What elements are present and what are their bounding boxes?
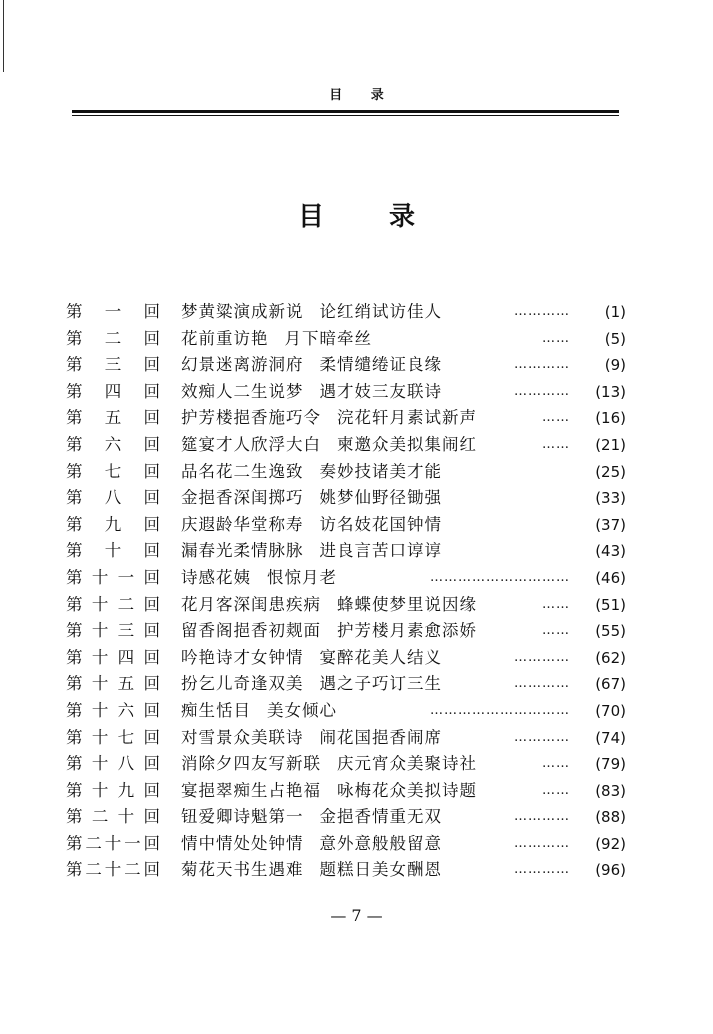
chapter-number-char: 五: [117, 674, 135, 694]
header-rule-thick: [72, 110, 619, 113]
dot-leader: ……: [542, 756, 570, 772]
chapter-number: [66, 831, 160, 858]
chapter-number-char: 第: [66, 488, 83, 508]
chapter-number-char: 回: [143, 328, 160, 348]
chapter-page-ref: (16): [595, 409, 626, 428]
chapter-number-char: 七: [117, 727, 135, 747]
chapter-number-char: 回: [143, 514, 160, 534]
chapter-title-first-line: 筵宴才人欣浮大白: [181, 434, 321, 454]
chapter-number-char: 一: [124, 833, 141, 853]
chapter-page-ref: (70): [595, 701, 626, 720]
chapter-number-char: 十: [91, 674, 109, 694]
toc-entry: [66, 352, 626, 379]
chapter-title-second-line: 护芳楼月素愈添娇: [337, 621, 477, 641]
page-title-char: 目: [297, 202, 324, 232]
chapter-number-char: 十: [91, 621, 109, 641]
toc-entry: [66, 592, 626, 619]
toc-entry: [66, 698, 626, 725]
dot-leader: ……: [542, 330, 570, 346]
chapter-number-char: 第: [66, 567, 83, 587]
chapter-number-char: 第: [66, 514, 83, 534]
chapter-title: [181, 512, 561, 539]
chapter-number-char: 第: [66, 434, 83, 454]
dot-leader: …………: [514, 676, 570, 692]
chapter-title-second-line: 遇之子巧订三生: [319, 674, 442, 694]
chapter-number-char: 回: [143, 700, 160, 720]
chapter-page-ref: (21): [595, 435, 626, 454]
dot-leader: ……: [542, 410, 570, 426]
chapter-title-first-line: 钮爱卿诗魁第一: [181, 807, 304, 827]
chapter-number-char: 回: [143, 461, 160, 481]
running-header-char: 目: [329, 88, 343, 103]
chapter-number-char: 第: [66, 621, 83, 641]
header-rule-thin: [72, 115, 619, 116]
chapter-title-first-line: 宴挹翠痴生占艳福: [181, 780, 321, 800]
chapter-title-first-line: 效痴人二生说梦: [181, 381, 304, 401]
chapter-page-ref: (74): [595, 728, 626, 747]
chapter-number-char: 十: [91, 727, 109, 747]
chapter-number-char: 回: [143, 434, 160, 454]
chapter-number-char: 十: [104, 833, 122, 853]
toc-entry: [66, 831, 626, 858]
chapter-title-second-line: 论红绡试访佳人: [319, 302, 442, 321]
chapter-number-char: 第: [66, 541, 83, 561]
chapter-page-ref: (43): [595, 542, 626, 561]
chapter-number: [66, 565, 160, 592]
chapter-number-char: 十: [91, 594, 109, 614]
chapter-title-first-line: 花月客深闺患疾病: [181, 594, 321, 614]
chapter-number-char: 二: [104, 328, 122, 348]
chapter-page-ref: (83): [595, 781, 626, 800]
chapter-number: [66, 299, 160, 326]
running-header-char: 录: [370, 88, 384, 103]
chapter-number-char: 回: [143, 647, 160, 667]
chapter-number-char: 三: [104, 355, 122, 375]
chapter-number: [66, 778, 160, 805]
chapter-title: [181, 485, 561, 512]
chapter-number-char: 第: [66, 700, 83, 720]
dot-leader: ……: [542, 436, 570, 452]
dot-leader: …………………………: [430, 569, 570, 585]
dot-leader: …………: [514, 809, 570, 825]
toc-entry: [66, 618, 626, 645]
chapter-number-char: 五: [104, 408, 122, 428]
chapter-number-char: 第: [66, 807, 83, 827]
chapter-number-char: 第: [66, 461, 83, 481]
chapter-title-first-line: 痴生恬目: [181, 700, 251, 720]
chapter-title-first-line: 吟艳诗才女钟情: [181, 647, 304, 667]
chapter-number: [66, 751, 160, 778]
toc-entry: [66, 326, 626, 353]
chapter-title-first-line: 幻景迷离游洞府: [181, 355, 304, 375]
chapter-number-char: 九: [104, 514, 122, 534]
chapter-title-first-line: 消除夕四友写新联: [181, 754, 321, 774]
toc-entry: [66, 379, 626, 406]
dot-leader: ……: [542, 782, 570, 798]
chapter-page-ref: (37): [595, 515, 626, 534]
chapter-number-char: 第: [66, 674, 83, 694]
chapter-number: [66, 432, 160, 459]
chapter-page-ref: (33): [595, 489, 626, 508]
chapter-number: [66, 671, 160, 698]
chapter-page-ref: (1): [604, 303, 626, 321]
chapter-number-char: 回: [143, 594, 160, 614]
chapter-title-second-line: 蜂蝶使梦里说因缘: [337, 594, 477, 614]
toc-entry: [66, 857, 626, 884]
chapter-title-first-line: 金挹香深闺掷巧: [181, 488, 304, 508]
chapter-number-char: 第: [66, 833, 83, 853]
chapter-number-char: 二: [85, 833, 102, 853]
chapter-number-char: 十: [117, 807, 135, 827]
chapter-number-char: 回: [143, 727, 160, 747]
chapter-number-char: 第: [66, 860, 83, 880]
chapter-page-ref: (62): [595, 648, 626, 667]
chapter-title-first-line: 庆遐龄华堂称寿: [181, 514, 304, 534]
chapter-page-ref: (92): [595, 834, 626, 853]
chapter-number-char: 六: [104, 434, 122, 454]
chapter-number-char: 回: [143, 541, 160, 561]
chapter-title-second-line: 咏梅花众美拟诗题: [337, 780, 477, 800]
dot-leader: …………: [514, 383, 570, 399]
chapter-number-char: 回: [143, 833, 160, 853]
page-title-char: 录: [389, 202, 416, 232]
chapter-title-first-line: 护芳楼挹香施巧令: [181, 408, 321, 428]
chapter-number-char: 回: [143, 621, 160, 641]
chapter-number-char: 回: [143, 807, 160, 827]
chapter-title-first-line: 梦黄粱演成新说: [181, 302, 304, 321]
toc-entry: [66, 459, 626, 486]
chapter-number-char: 十: [91, 647, 109, 667]
chapter-number-char: 回: [143, 302, 160, 321]
chapter-title-second-line: 柔情缱绻证良缘: [319, 355, 442, 375]
chapter-number-char: 第: [66, 594, 83, 614]
toc-entry: [66, 778, 626, 805]
chapter-title-second-line: 庆元宵众美聚诗社: [337, 754, 477, 774]
chapter-title-first-line: 对雪景众美联诗: [181, 727, 304, 747]
dot-leader: …………: [514, 835, 570, 851]
chapter-title-first-line: 菊花天书生遇难: [181, 860, 304, 880]
chapter-title-first-line: 漏春光柔情脉脉: [181, 541, 304, 561]
chapter-page-ref: (88): [595, 808, 626, 827]
chapter-number-char: 回: [143, 860, 160, 880]
chapter-number: [66, 405, 160, 432]
toc-entry: [66, 512, 626, 539]
chapter-title-first-line: 留香阁挹香初觌面: [181, 621, 321, 641]
toc-entry: [66, 671, 626, 698]
chapter-page-ref: (5): [604, 329, 626, 348]
chapter-number-char: 第: [66, 754, 83, 774]
chapter-title-second-line: 浣花轩月素试新声: [337, 408, 477, 428]
dot-leader: …………: [514, 649, 570, 665]
chapter-page-ref: (13): [595, 382, 626, 401]
chapter-number-char: 二: [124, 860, 141, 880]
chapter-title-second-line: 美女倾心: [267, 700, 337, 720]
toc-entry: [66, 725, 626, 752]
chapter-title-second-line: 恨惊月老: [267, 567, 337, 587]
chapter-number-char: 三: [117, 621, 135, 641]
chapter-number: [66, 538, 160, 565]
dot-leader: ……: [542, 623, 570, 639]
toc-entry: [66, 751, 626, 778]
chapter-number-char: 八: [104, 488, 122, 508]
toc-entry: [66, 565, 626, 592]
chapter-title-second-line: 柬邀众美拟集闹红: [337, 434, 477, 454]
dot-leader: …………: [514, 729, 570, 745]
chapter-page-ref: (67): [595, 675, 626, 694]
chapter-number: [66, 512, 160, 539]
chapter-page-ref: (96): [595, 861, 626, 880]
chapter-title-second-line: 姚梦仙野径锄强: [319, 488, 442, 508]
chapter-number-char: 六: [117, 700, 135, 720]
toc-entry: [66, 485, 626, 512]
chapter-number-char: 二: [117, 594, 135, 614]
chapter-number: [66, 485, 160, 512]
chapter-number-char: 四: [104, 381, 122, 401]
chapter-number-char: 二: [85, 860, 102, 880]
chapter-page-ref: (79): [595, 755, 626, 774]
chapter-number-char: 回: [143, 488, 160, 508]
chapter-number-char: 回: [143, 355, 160, 375]
chapter-number-char: 回: [143, 780, 160, 800]
chapter-number-char: 回: [143, 567, 160, 587]
chapter-number-char: 回: [143, 408, 160, 428]
chapter-page-ref: (9): [604, 356, 626, 375]
chapter-number: [66, 379, 160, 406]
chapter-number-char: 八: [117, 754, 135, 774]
dot-leader: …………: [514, 357, 570, 373]
chapter-number-char: 一: [117, 567, 135, 587]
chapter-number-char: 四: [117, 647, 135, 667]
chapter-number-char: 第: [66, 328, 83, 348]
chapter-number-char: 十: [91, 567, 109, 587]
chapter-page-ref: (51): [595, 595, 626, 614]
chapter-number: [66, 645, 160, 672]
chapter-title-first-line: 花前重访艳: [181, 328, 269, 348]
chapter-number-char: 一: [104, 302, 122, 321]
chapter-page-ref: (46): [595, 568, 626, 587]
chapter-number-char: 第: [66, 780, 83, 800]
running-header: [0, 84, 713, 103]
chapter-title-first-line: 诗感花姨: [181, 567, 251, 587]
chapter-number-char: 十: [91, 754, 109, 774]
page-edge-line: [3, 0, 4, 72]
toc-entry: [66, 432, 626, 459]
chapter-number-char: 十: [91, 700, 109, 720]
chapter-number-char: 第: [66, 302, 83, 321]
chapter-number-char: 第: [66, 408, 83, 428]
chapter-title-second-line: 月下暗牵丝: [284, 328, 372, 348]
chapter-title-second-line: 访名妓花国钟情: [319, 514, 442, 534]
chapter-title-first-line: 扮乞儿奇逢双美: [181, 674, 304, 694]
chapter-number: [66, 857, 160, 884]
chapter-title: [181, 459, 561, 486]
chapter-number-char: 第: [66, 727, 83, 747]
chapter-number: [66, 592, 160, 619]
chapter-title-second-line: 进良言苦口谆谆: [319, 541, 442, 561]
chapter-number: [66, 459, 160, 486]
chapter-title-second-line: 闹花国挹香闹席: [319, 727, 442, 747]
toc-list: [66, 299, 626, 884]
toc-entry: [66, 804, 626, 831]
chapter-number-char: 回: [143, 381, 160, 401]
chapter-page-ref: (25): [595, 462, 626, 481]
dot-leader: …………………………: [430, 702, 570, 718]
chapter-number-char: 七: [104, 461, 122, 481]
chapter-number-char: 第: [66, 381, 83, 401]
chapter-title-first-line: 情中情处处钟情: [181, 833, 304, 853]
toc-entry: [66, 405, 626, 432]
chapter-title-second-line: 金挹香情重无双: [319, 807, 442, 827]
page-title: [0, 196, 713, 233]
dot-leader: …………: [514, 862, 570, 878]
chapter-number: [66, 804, 160, 831]
chapter-number-char: 十: [91, 780, 109, 800]
chapter-title-second-line: 遇才妓三友联诗: [319, 381, 442, 401]
chapter-page-ref: (55): [595, 622, 626, 641]
toc-entry: [66, 538, 626, 565]
chapter-number: [66, 725, 160, 752]
chapter-number-char: 九: [117, 780, 135, 800]
chapter-number-char: 回: [143, 674, 160, 694]
chapter-title-first-line: 品名花二生逸致: [181, 461, 304, 481]
chapter-number: [66, 352, 160, 379]
toc-entry: [66, 299, 626, 326]
chapter-number: [66, 698, 160, 725]
chapter-title-second-line: 意外意般般留意: [319, 833, 442, 853]
chapter-number: [66, 618, 160, 645]
toc-entry: [66, 645, 626, 672]
chapter-title-second-line: 奏妙技诸美才能: [319, 461, 442, 481]
dot-leader: …………: [514, 304, 570, 319]
chapter-number-char: 回: [143, 754, 160, 774]
chapter-title-second-line: 宴醉花美人结义: [319, 647, 442, 667]
chapter-number-char: 第: [66, 355, 83, 375]
dot-leader: ……: [542, 596, 570, 612]
chapter-number: [66, 326, 160, 353]
chapter-title-second-line: 题糕日美女酬恩: [319, 860, 442, 880]
chapter-title: [181, 538, 561, 565]
chapter-number-char: 十: [104, 541, 122, 561]
chapter-number-char: 十: [104, 860, 122, 880]
chapter-number-char: 第: [66, 647, 83, 667]
chapter-number-char: 二: [91, 807, 109, 827]
page-number: — 7 —: [330, 906, 383, 925]
